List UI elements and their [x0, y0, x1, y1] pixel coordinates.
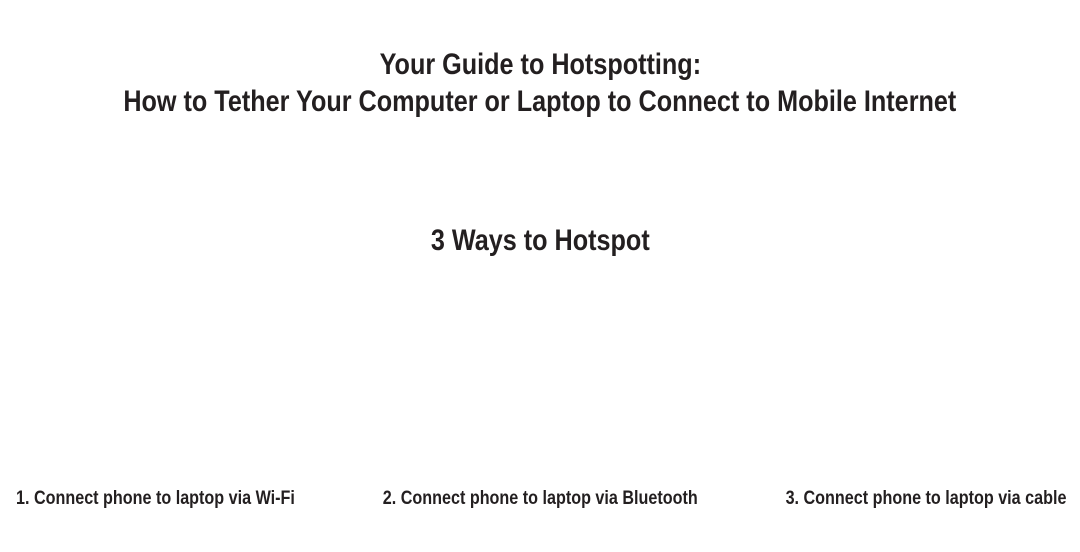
step-2-label: 2. Connect phone to laptop via Bluetooth: [382, 488, 698, 509]
page-title: [0, 46, 1080, 120]
steps-row: [16, 487, 1066, 511]
step-1-label: 1. Connect phone to laptop via Wi-Fi: [16, 488, 295, 509]
page-title-line2: How to Tether Your Computer or Laptop to Connect to Mobile Internet: [123, 85, 957, 118]
section-heading: 3 Ways to Hotspot: [430, 224, 650, 257]
page-title-line1: Your Guide to Hotspotting:: [379, 48, 701, 81]
step-3-label: 3. Connect phone to laptop via cable: [785, 488, 1066, 509]
